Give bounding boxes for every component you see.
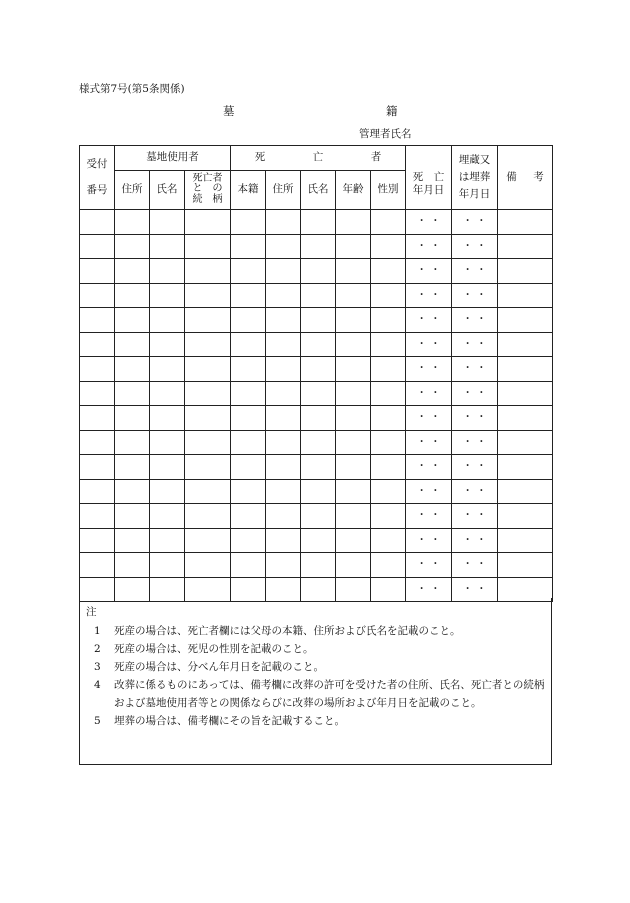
table-row — [80, 210, 553, 235]
burial-date-cell: ・ ・ — [452, 234, 498, 259]
form-number: 様式第7号(第5条関係) — [79, 83, 185, 95]
remarks-cell[interactable] — [498, 308, 553, 333]
user-name-cell[interactable] — [150, 528, 185, 553]
death-date-cell: ・ ・ — [406, 259, 452, 284]
death-date-cell: ・ ・ — [406, 406, 452, 431]
death-date-cell: ・ ・ — [406, 455, 452, 480]
header-deceased-address: 住所 — [266, 171, 301, 210]
deceased-domicile-cell[interactable] — [231, 381, 266, 406]
header-remarks — [498, 146, 553, 210]
deceased-name-cell[interactable] — [301, 553, 336, 578]
deceased-address-cell[interactable] — [266, 406, 301, 431]
user-relation-cell[interactable] — [185, 406, 231, 431]
deceased-sex-cell[interactable] — [371, 283, 406, 308]
remarks-cell[interactable] — [498, 406, 553, 431]
user-address-cell[interactable] — [115, 553, 150, 578]
deceased-address-cell[interactable] — [266, 283, 301, 308]
burial-date-cell: ・ ・ — [452, 455, 498, 480]
deceased-domicile-cell[interactable] — [231, 553, 266, 578]
remarks-cell[interactable] — [498, 357, 553, 382]
user-address-cell[interactable] — [115, 259, 150, 284]
deceased-domicile-cell[interactable] — [231, 210, 266, 235]
table-row — [80, 283, 553, 308]
deceased-age-cell[interactable] — [336, 528, 371, 553]
deceased-name-cell[interactable] — [301, 504, 336, 529]
deceased-age-cell[interactable] — [336, 553, 371, 578]
deceased-age-cell[interactable] — [336, 210, 371, 235]
death-date-cell: ・ ・ — [406, 283, 452, 308]
deceased-age-cell[interactable] — [336, 259, 371, 284]
note-number: 3 — [94, 661, 101, 673]
burial-date-cell: ・ ・ — [452, 479, 498, 504]
deceased-sex-cell[interactable] — [371, 308, 406, 333]
user-address-cell[interactable] — [115, 332, 150, 357]
user-relation-cell[interactable] — [185, 357, 231, 382]
deceased-sex-cell[interactable] — [371, 234, 406, 259]
user-relation-cell[interactable] — [185, 210, 231, 235]
remarks-cell[interactable] — [498, 283, 553, 308]
note-text: 死産の場合は、死亡者欄には父母の本籍、住所および氏名を記載のこと。 — [114, 625, 461, 637]
burial-date-cell: ・ ・ — [452, 308, 498, 333]
deceased-domicile-cell[interactable] — [231, 259, 266, 284]
reception-number-cell[interactable] — [80, 381, 115, 406]
reception-number-cell[interactable] — [80, 430, 115, 455]
remarks-cell[interactable] — [498, 332, 553, 357]
user-name-cell[interactable] — [150, 283, 185, 308]
deceased-sex-cell[interactable] — [371, 332, 406, 357]
deceased-address-cell[interactable] — [266, 357, 301, 382]
user-address-cell[interactable] — [115, 430, 150, 455]
user-address-cell[interactable] — [115, 210, 150, 235]
deceased-char-2: 亡 — [312, 151, 324, 164]
deceased-domicile-cell[interactable] — [231, 479, 266, 504]
deceased-sex-cell[interactable] — [371, 455, 406, 480]
death-date-cell: ・ ・ — [406, 234, 452, 259]
user-relation-cell[interactable] — [185, 528, 231, 553]
reception-number-cell[interactable] — [80, 357, 115, 382]
header-cemetery-user: 墓地使用者 — [115, 146, 231, 171]
deceased-sex-cell[interactable] — [371, 381, 406, 406]
deceased-name-cell[interactable] — [301, 332, 336, 357]
deceased-address-cell[interactable] — [266, 479, 301, 504]
deceased-name-cell[interactable] — [301, 430, 336, 455]
deceased-address-cell[interactable] — [266, 455, 301, 480]
user-address-cell[interactable] — [115, 455, 150, 480]
table-row — [80, 528, 553, 553]
burial-date-cell: ・ ・ — [452, 406, 498, 431]
user-address-cell[interactable] — [115, 381, 150, 406]
note-text: 死産の場合は、分べん年月日を記載のこと。 — [114, 661, 324, 673]
deceased-age-cell[interactable] — [336, 357, 371, 382]
burial-line-1: 埋蔵又 — [458, 153, 491, 166]
deceased-char-3: 者 — [370, 151, 382, 164]
deceased-char-1: 死 — [254, 151, 266, 164]
burial-date-cell: ・ ・ — [452, 210, 498, 235]
user-relation-cell[interactable] — [185, 504, 231, 529]
deceased-sex-cell[interactable] — [371, 357, 406, 382]
note-item — [94, 622, 546, 640]
user-relation-cell[interactable] — [185, 479, 231, 504]
user-name-cell[interactable] — [150, 430, 185, 455]
deceased-address-cell[interactable] — [266, 430, 301, 455]
user-relation-cell[interactable] — [185, 234, 231, 259]
deceased-name-cell[interactable] — [301, 234, 336, 259]
death-date-line-1: 死 亡 — [412, 170, 445, 183]
table-row — [80, 430, 553, 455]
table-row — [80, 259, 553, 284]
deceased-address-cell[interactable] — [266, 528, 301, 553]
deceased-sex-cell[interactable] — [371, 479, 406, 504]
burial-date-cell: ・ ・ — [452, 577, 498, 602]
user-relation-cell[interactable] — [185, 308, 231, 333]
deceased-name-cell[interactable] — [301, 406, 336, 431]
notes-heading: 注 — [86, 606, 97, 618]
remarks-cell[interactable] — [498, 553, 553, 578]
header-deceased-sex: 性別 — [371, 171, 406, 210]
death-date-cell: ・ ・ — [406, 528, 452, 553]
header-user-relation — [185, 171, 231, 210]
user-relation-cell[interactable] — [185, 553, 231, 578]
note-text: 埋葬の場合は、備考欄にその旨を記載すること。 — [114, 715, 345, 727]
death-date-line-2: 年月日 — [412, 183, 445, 196]
header-user-name: 氏名 — [150, 171, 185, 210]
header-death-date — [406, 171, 452, 210]
remarks-cell[interactable] — [498, 430, 553, 455]
deceased-name-cell[interactable] — [301, 528, 336, 553]
table-row — [80, 479, 553, 504]
user-address-cell[interactable] — [115, 283, 150, 308]
deceased-age-cell[interactable] — [336, 430, 371, 455]
reception-number-cell[interactable] — [80, 332, 115, 357]
deceased-name-cell[interactable] — [301, 357, 336, 382]
deceased-age-cell[interactable] — [336, 479, 371, 504]
death-date-cell: ・ ・ — [406, 210, 452, 235]
user-address-cell[interactable] — [115, 504, 150, 529]
deceased-domicile-cell[interactable] — [231, 504, 266, 529]
user-name-cell[interactable] — [150, 553, 185, 578]
deceased-address-cell[interactable] — [266, 234, 301, 259]
note-number: 1 — [94, 625, 101, 637]
deceased-address-cell[interactable] — [266, 210, 301, 235]
death-date-cell: ・ ・ — [406, 504, 452, 529]
deceased-age-cell[interactable] — [336, 332, 371, 357]
remarks-cell[interactable] — [498, 455, 553, 480]
user-relation-cell[interactable] — [185, 455, 231, 480]
deceased-name-cell[interactable] — [301, 210, 336, 235]
header-deceased-age: 年齢 — [336, 171, 371, 210]
remarks-cell[interactable] — [498, 259, 553, 284]
deceased-domicile-cell[interactable] — [231, 234, 266, 259]
user-relation-cell[interactable] — [185, 430, 231, 455]
burial-date-cell: ・ ・ — [452, 283, 498, 308]
header-burial-date — [452, 146, 498, 210]
notes-list — [94, 622, 546, 730]
deceased-address-cell[interactable] — [266, 259, 301, 284]
death-date-cell: ・ ・ — [406, 357, 452, 382]
note-item — [94, 640, 546, 658]
deceased-sex-cell[interactable] — [371, 259, 406, 284]
register-rows — [80, 210, 553, 602]
burial-date-cell: ・ ・ — [452, 381, 498, 406]
user-address-cell[interactable] — [115, 406, 150, 431]
deceased-domicile-cell[interactable] — [231, 528, 266, 553]
deceased-sex-cell[interactable] — [371, 504, 406, 529]
remarks-cell[interactable] — [498, 504, 553, 529]
user-name-cell[interactable] — [150, 308, 185, 333]
deceased-domicile-cell[interactable] — [231, 406, 266, 431]
table-row — [80, 234, 553, 259]
note-text: 改葬に係るものにあっては、備考欄に改葬の許可を受けた者の住所、氏名、死亡者との続柄および墓地使用者等との関係ならびに改葬の場所および年月日を記載のこと。 — [114, 679, 545, 709]
deceased-age-cell[interactable] — [336, 308, 371, 333]
note-item — [94, 712, 546, 730]
header-user-address: 住所 — [115, 171, 150, 210]
table-row — [80, 357, 553, 382]
user-name-cell[interactable] — [150, 381, 185, 406]
user-name-cell[interactable] — [150, 259, 185, 284]
remarks-cell[interactable] — [498, 479, 553, 504]
user-name-cell[interactable] — [150, 504, 185, 529]
death-date-cell: ・ ・ — [406, 430, 452, 455]
table-row — [80, 332, 553, 357]
reception-number-cell[interactable] — [80, 479, 115, 504]
deceased-name-cell[interactable] — [301, 455, 336, 480]
header-deceased — [231, 146, 406, 171]
burial-date-cell: ・ ・ — [452, 259, 498, 284]
deceased-domicile-cell[interactable] — [231, 455, 266, 480]
user-name-cell[interactable] — [150, 455, 185, 480]
reception-label-2: 番号 — [86, 183, 108, 196]
relation-line-1: 死亡者 — [192, 172, 223, 184]
deceased-address-cell[interactable] — [266, 308, 301, 333]
death-date-cell: ・ ・ — [406, 332, 452, 357]
burial-date-cell: ・ ・ — [452, 553, 498, 578]
death-date-cell: ・ ・ — [406, 553, 452, 578]
relation-line-3: 続 柄 — [192, 193, 223, 205]
user-name-cell[interactable] — [150, 210, 185, 235]
relation-line-2: と の — [192, 183, 223, 195]
table-row — [80, 553, 553, 578]
remarks-char-1: 備 — [506, 170, 517, 183]
burial-date-cell: ・ ・ — [452, 430, 498, 455]
deceased-name-cell[interactable] — [301, 259, 336, 284]
reception-number-cell[interactable] — [80, 283, 115, 308]
deceased-address-cell[interactable] — [266, 381, 301, 406]
burial-line-2: は埋葬 — [458, 170, 491, 183]
note-number: 5 — [94, 715, 101, 727]
deceased-sex-cell[interactable] — [371, 210, 406, 235]
note-number: 4 — [94, 679, 101, 691]
user-address-cell[interactable] — [115, 308, 150, 333]
user-name-cell[interactable] — [150, 406, 185, 431]
reception-number-cell[interactable] — [80, 210, 115, 235]
deceased-domicile-cell[interactable] — [231, 332, 266, 357]
title-part2: 籍 — [386, 104, 398, 118]
table-row — [80, 406, 553, 431]
death-date-cell: ・ ・ — [406, 381, 452, 406]
notes-section — [79, 598, 552, 765]
header-death-date-top — [406, 146, 452, 171]
deceased-sex-cell[interactable] — [371, 430, 406, 455]
deceased-address-cell[interactable] — [266, 504, 301, 529]
remarks-cell[interactable] — [498, 234, 553, 259]
remarks-char-2: 考 — [533, 170, 544, 183]
reception-number-cell[interactable] — [80, 504, 115, 529]
user-address-cell[interactable] — [115, 234, 150, 259]
user-address-cell[interactable] — [115, 528, 150, 553]
title-part1: 墓 — [223, 104, 235, 118]
burial-date-cell: ・ ・ — [452, 528, 498, 553]
deceased-name-cell[interactable] — [301, 479, 336, 504]
reception-number-cell[interactable] — [80, 234, 115, 259]
deceased-domicile-cell[interactable] — [231, 430, 266, 455]
table-row — [80, 504, 553, 529]
deceased-age-cell[interactable] — [336, 455, 371, 480]
user-relation-cell[interactable] — [185, 381, 231, 406]
burial-date-cell: ・ ・ — [452, 504, 498, 529]
user-address-cell[interactable] — [115, 479, 150, 504]
user-address-cell[interactable] — [115, 357, 150, 382]
remarks-cell[interactable] — [498, 210, 553, 235]
reception-number-cell[interactable] — [80, 455, 115, 480]
note-item — [94, 658, 546, 676]
deceased-age-cell[interactable] — [336, 381, 371, 406]
reception-number-cell[interactable] — [80, 528, 115, 553]
user-name-cell[interactable] — [150, 234, 185, 259]
table-row — [80, 455, 553, 480]
deceased-age-cell[interactable] — [336, 504, 371, 529]
deceased-age-cell[interactable] — [336, 234, 371, 259]
user-name-cell[interactable] — [150, 332, 185, 357]
note-item — [94, 676, 546, 712]
user-name-cell[interactable] — [150, 357, 185, 382]
remarks-cell[interactable] — [498, 381, 553, 406]
table-row — [80, 308, 553, 333]
user-relation-cell[interactable] — [185, 283, 231, 308]
burial-date-cell: ・ ・ — [452, 357, 498, 382]
header-reception-number — [80, 146, 115, 210]
death-date-cell: ・ ・ — [406, 479, 452, 504]
register-table — [79, 145, 553, 602]
header-deceased-domicile: 本籍 — [231, 171, 266, 210]
deceased-address-cell[interactable] — [266, 553, 301, 578]
header-deceased-name: 氏名 — [301, 171, 336, 210]
note-number: 2 — [94, 643, 101, 655]
reception-label-1: 受付 — [86, 158, 108, 171]
deceased-name-cell[interactable] — [301, 308, 336, 333]
death-date-cell: ・ ・ — [406, 577, 452, 602]
deceased-name-cell[interactable] — [301, 381, 336, 406]
manager-name-label: 管理者氏名 — [359, 128, 412, 140]
burial-line-3: 年月日 — [458, 188, 491, 201]
burial-date-cell: ・ ・ — [452, 332, 498, 357]
note-text: 死産の場合は、死児の性別を記載のこと。 — [114, 643, 314, 655]
table-row — [80, 381, 553, 406]
reception-number-cell[interactable] — [80, 259, 115, 284]
deceased-age-cell[interactable] — [336, 283, 371, 308]
user-name-cell[interactable] — [150, 479, 185, 504]
deceased-domicile-cell[interactable] — [231, 283, 266, 308]
deceased-name-cell[interactable] — [301, 283, 336, 308]
death-date-cell: ・ ・ — [406, 308, 452, 333]
user-relation-cell[interactable] — [185, 259, 231, 284]
deceased-sex-cell[interactable] — [371, 528, 406, 553]
deceased-address-cell[interactable] — [266, 332, 301, 357]
remarks-cell[interactable] — [498, 528, 553, 553]
user-relation-cell[interactable] — [185, 332, 231, 357]
reception-number-cell[interactable] — [80, 308, 115, 333]
deceased-sex-cell[interactable] — [371, 406, 406, 431]
deceased-sex-cell[interactable] — [371, 553, 406, 578]
reception-number-cell[interactable] — [80, 406, 115, 431]
deceased-age-cell[interactable] — [336, 406, 371, 431]
reception-number-cell[interactable] — [80, 553, 115, 578]
deceased-domicile-cell[interactable] — [231, 308, 266, 333]
deceased-domicile-cell[interactable] — [231, 357, 266, 382]
